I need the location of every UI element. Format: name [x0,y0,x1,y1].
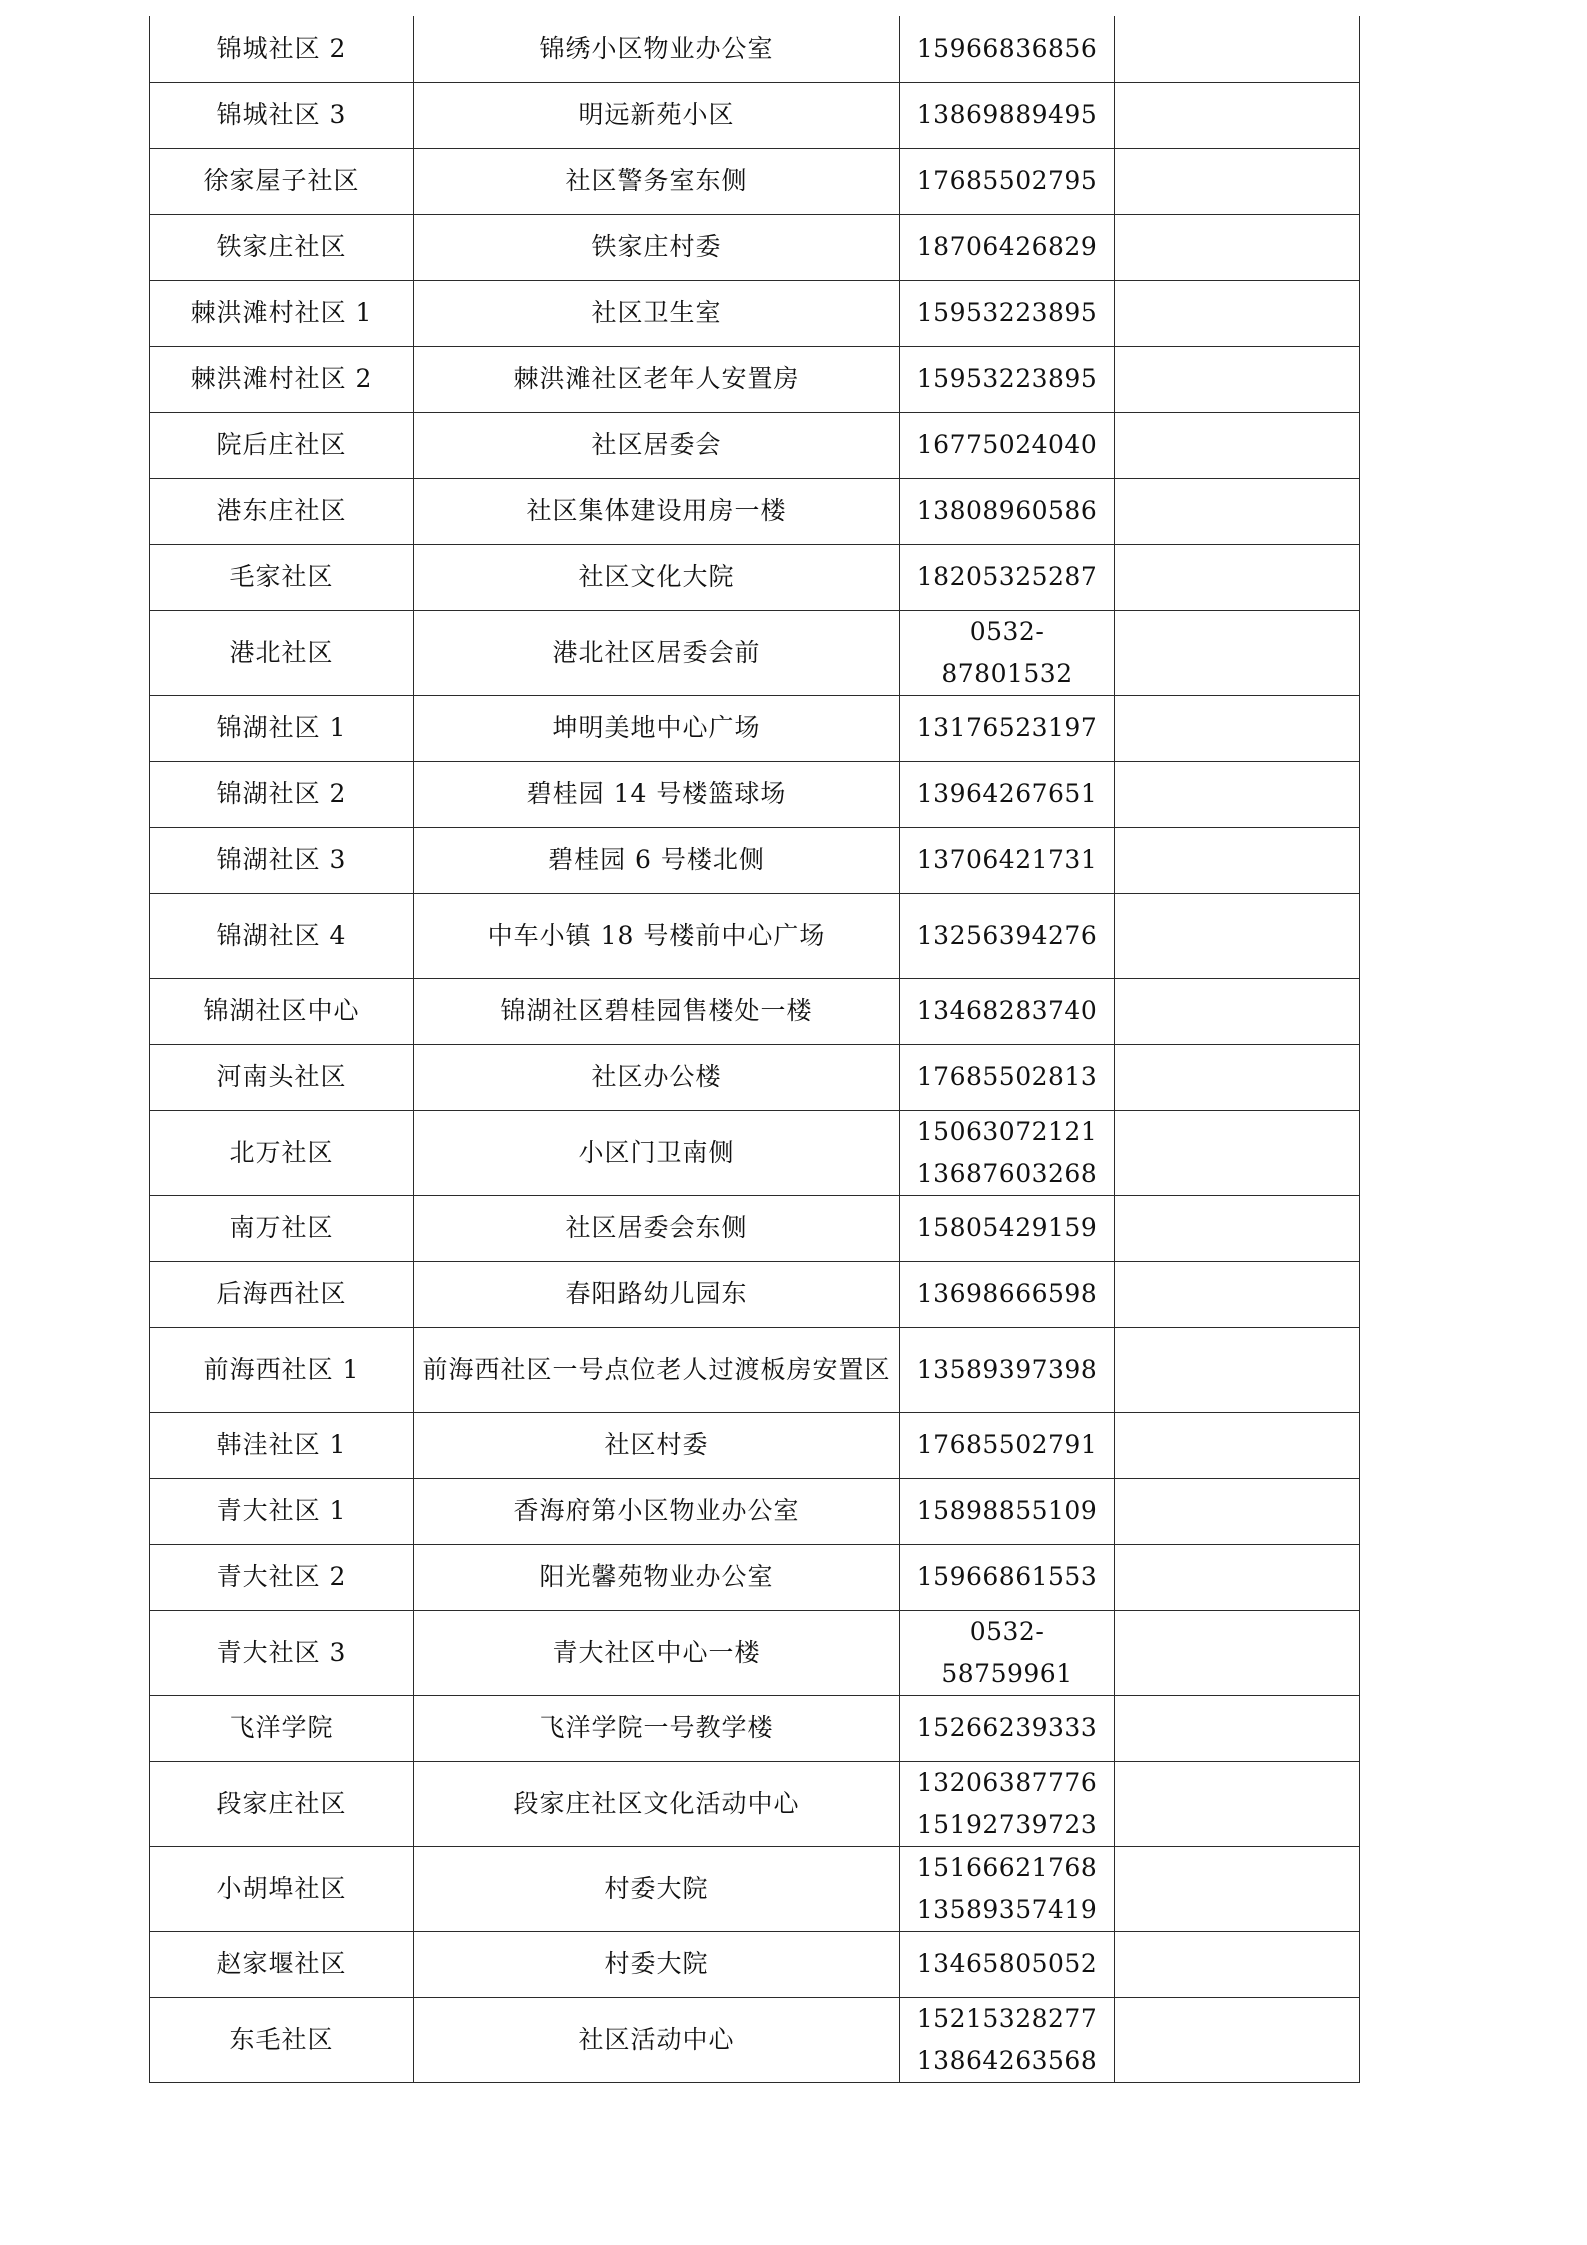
location-cell: 社区卫生室 [414,280,900,346]
phone-number: 13698666598 [916,1279,1098,1308]
community-cell: 青大社区 3 [150,1610,414,1695]
note-cell [1115,1544,1360,1610]
phone-number: 17685502791 [916,1430,1098,1459]
phone-number: 17685502795 [916,166,1098,195]
phone-cell [900,978,1115,1044]
note-cell [1115,893,1360,978]
community-cell: 锦湖社区 1 [150,695,414,761]
table-row [150,1997,1360,2082]
phone-number: 15966861553 [916,1562,1098,1591]
location-cell: 小区门卫南侧 [414,1110,900,1195]
phone-number: 15266239333 [916,1713,1098,1742]
phone-number: 13589397398 [916,1354,1098,1384]
phone-cell [900,280,1115,346]
location-cell: 港北社区居委会前 [414,610,900,695]
phone-number: 15966836856 [916,33,1098,63]
community-cell: 棘洪滩村社区 1 [150,280,414,346]
location-cell: 村委大院 [414,1931,900,1997]
phone-cell [900,1846,1115,1931]
location-cell: 段家庄社区文化活动中心 [414,1761,900,1846]
note-cell [1115,1695,1360,1761]
community-cell: 港北社区 [150,610,414,695]
phone-number: 13964267651 [916,779,1098,808]
phone-number: 13206387776 [916,1767,1098,1797]
community-cell: 后海西社区 [150,1261,414,1327]
note-cell [1115,1110,1360,1195]
table-row [150,544,1360,610]
table-row [150,1195,1360,1261]
phone-number: 13176523197 [916,713,1098,742]
phone-cell [900,1261,1115,1327]
location-cell: 碧桂园 6 号楼北侧 [414,827,900,893]
note-cell [1115,478,1360,544]
note-cell [1115,280,1360,346]
community-cell: 铁家庄社区 [150,214,414,280]
note-cell [1115,1195,1360,1261]
location-cell: 社区居委会 [414,412,900,478]
community-cell: 港东庄社区 [150,478,414,544]
community-cell: 锦湖社区 3 [150,827,414,893]
note-cell [1115,827,1360,893]
phone-cell [900,1478,1115,1544]
note-cell [1115,1044,1360,1110]
phone-number: 13256394276 [916,920,1098,950]
table-row [150,1478,1360,1544]
location-cell: 社区办公楼 [414,1044,900,1110]
table-row [150,82,1360,148]
table-row [150,695,1360,761]
phone-number: 0532-87801532 [941,616,1073,688]
location-cell: 春阳路幼儿园东 [414,1261,900,1327]
table-row [150,214,1360,280]
location-cell: 香海府第小区物业办公室 [414,1478,900,1544]
location-cell: 阳光馨苑物业办公室 [414,1544,900,1610]
note-cell [1115,695,1360,761]
table-row [150,893,1360,978]
phone-number: 15953223895 [916,298,1098,327]
location-cell: 中车小镇 18 号楼前中心广场 [414,893,900,978]
phone-cell [900,214,1115,280]
phone-number: 15192739723 [916,1809,1098,1839]
phone-cell [900,148,1115,214]
phone-number: 15215328277 [916,2003,1098,2033]
table-row [150,1931,1360,1997]
phone-number: 15063072121 [916,1116,1098,1146]
table-row [150,280,1360,346]
phone-number: 0532-58759961 [941,1616,1073,1688]
phone-cell [900,478,1115,544]
location-cell: 社区文化大院 [414,544,900,610]
community-cell: 毛家社区 [150,544,414,610]
table-row [150,1695,1360,1761]
phone-cell [900,1110,1115,1195]
note-cell [1115,1761,1360,1846]
table-row [150,1044,1360,1110]
location-cell: 铁家庄村委 [414,214,900,280]
note-cell [1115,412,1360,478]
location-cell: 坤明美地中心广场 [414,695,900,761]
note-cell [1115,16,1360,82]
phone-cell [900,893,1115,978]
community-cell: 青大社区 2 [150,1544,414,1610]
community-cell: 段家庄社区 [150,1761,414,1846]
table-row [150,761,1360,827]
phone-number: 13589357419 [916,1894,1098,1924]
location-cell: 棘洪滩社区老年人安置房 [414,346,900,412]
note-cell [1115,1610,1360,1695]
note-cell [1115,1846,1360,1931]
table-body [150,16,1360,2082]
phone-cell [900,761,1115,827]
phone-number: 17685502813 [916,1062,1098,1091]
community-cell: 院后庄社区 [150,412,414,478]
note-cell [1115,1478,1360,1544]
table-row [150,16,1360,82]
phone-cell [900,1761,1115,1846]
note-cell [1115,978,1360,1044]
table-row [150,610,1360,695]
location-cell: 锦湖社区碧桂园售楼处一楼 [414,978,900,1044]
location-cell: 锦绣小区物业办公室 [414,16,900,82]
table-row [150,1610,1360,1695]
phone-number: 15166621768 [916,1852,1098,1882]
community-cell: 韩洼社区 1 [150,1412,414,1478]
phone-cell [900,16,1115,82]
phone-cell [900,82,1115,148]
community-cell: 小胡埠社区 [150,1846,414,1931]
phone-number: 13864263568 [916,2045,1098,2075]
phone-cell [900,1195,1115,1261]
location-cell: 飞洋学院一号教学楼 [414,1695,900,1761]
phone-number: 13706421731 [916,845,1098,874]
community-cell: 锦湖社区 2 [150,761,414,827]
phone-cell [900,346,1115,412]
community-cell: 赵家堰社区 [150,1931,414,1997]
location-cell: 社区活动中心 [414,1997,900,2082]
community-cell: 东毛社区 [150,1997,414,2082]
note-cell [1115,346,1360,412]
community-cell: 河南头社区 [150,1044,414,1110]
location-cell: 青大社区中心一楼 [414,1610,900,1695]
phone-cell [900,1044,1115,1110]
note-cell [1115,214,1360,280]
phone-cell [900,1695,1115,1761]
community-cell: 棘洪滩村社区 2 [150,346,414,412]
note-cell [1115,82,1360,148]
location-cell: 碧桂园 14 号楼篮球场 [414,761,900,827]
table-row [150,978,1360,1044]
community-cell: 徐家屋子社区 [150,148,414,214]
table-row [150,346,1360,412]
phone-number: 15953223895 [916,364,1098,393]
phone-cell [900,1544,1115,1610]
table-row [150,412,1360,478]
note-cell [1115,1997,1360,2082]
table-row [150,1261,1360,1327]
note-cell [1115,761,1360,827]
table-row [150,148,1360,214]
location-cell: 村委大院 [414,1846,900,1931]
phone-cell [900,610,1115,695]
table-row [150,1110,1360,1195]
phone-number: 13869889495 [916,100,1098,129]
note-cell [1115,1261,1360,1327]
community-cell: 前海西社区 1 [150,1327,414,1412]
table-row [150,1761,1360,1846]
phone-number: 15805429159 [916,1213,1098,1242]
phone-number: 18706426829 [916,232,1098,261]
phone-number: 13687603268 [916,1158,1098,1188]
community-cell: 南万社区 [150,1195,414,1261]
location-cell: 前海西社区一号点位老人过渡板房安置区 [414,1327,900,1412]
phone-cell [900,1412,1115,1478]
note-cell [1115,610,1360,695]
location-cell: 社区居委会东侧 [414,1195,900,1261]
phone-number: 13468283740 [916,996,1098,1025]
phone-cell [900,1997,1115,2082]
note-cell [1115,1327,1360,1412]
table-row [150,1412,1360,1478]
phone-cell [900,827,1115,893]
sites-table [149,16,1360,2083]
community-cell: 锦城社区 3 [150,82,414,148]
note-cell [1115,148,1360,214]
phone-number: 13465805052 [916,1949,1098,1978]
location-cell: 明远新苑小区 [414,82,900,148]
community-cell: 锦城社区 2 [150,16,414,82]
phone-cell [900,1931,1115,1997]
phone-cell [900,1610,1115,1695]
community-cell: 飞洋学院 [150,1695,414,1761]
community-cell: 北万社区 [150,1110,414,1195]
table-row [150,827,1360,893]
community-cell: 锦湖社区中心 [150,978,414,1044]
phone-cell [900,1327,1115,1412]
table-row [150,1544,1360,1610]
phone-number: 18205325287 [916,562,1098,591]
phone-cell [900,544,1115,610]
note-cell [1115,1412,1360,1478]
community-cell: 锦湖社区 4 [150,893,414,978]
table-row [150,478,1360,544]
location-cell: 社区警务室东侧 [414,148,900,214]
phone-number: 15898855109 [916,1496,1098,1525]
community-cell: 青大社区 1 [150,1478,414,1544]
phone-cell [900,412,1115,478]
phone-number: 13808960586 [916,496,1098,525]
table-row [150,1846,1360,1931]
location-cell: 社区集体建设用房一楼 [414,478,900,544]
phone-number: 16775024040 [916,430,1098,459]
location-cell: 社区村委 [414,1412,900,1478]
note-cell [1115,1931,1360,1997]
phone-cell [900,695,1115,761]
note-cell [1115,544,1360,610]
table-row [150,1327,1360,1412]
